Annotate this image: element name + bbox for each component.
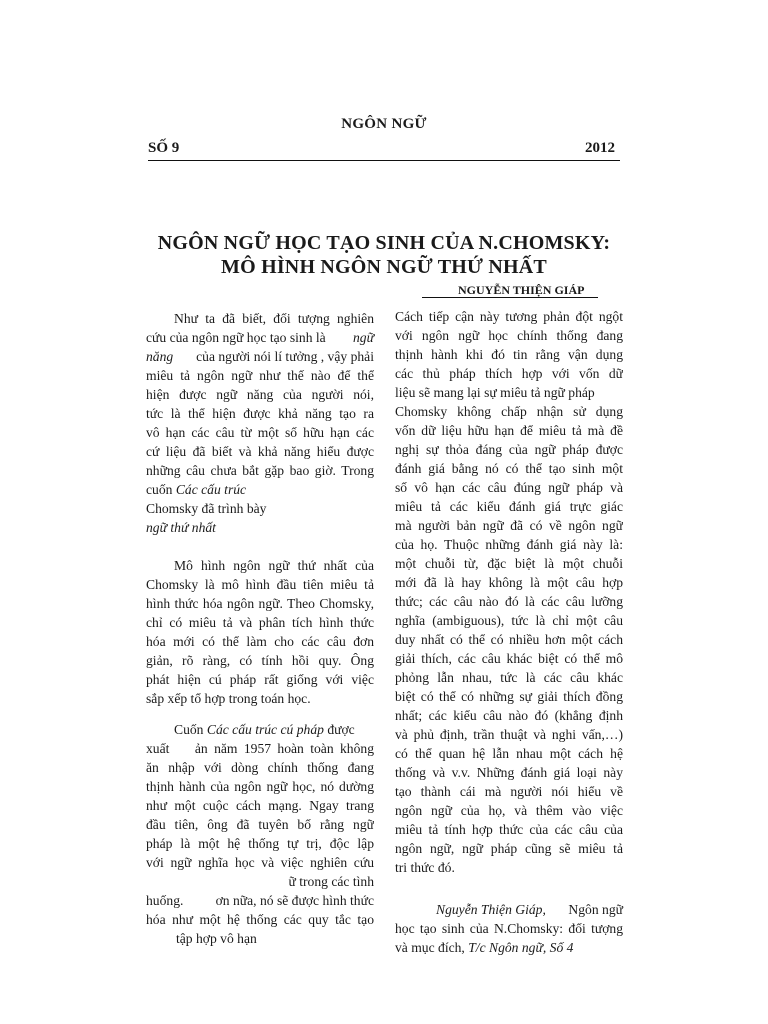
text-line: ngôn ngữ, ngữ pháp cũng sẽ miêu tả xyxy=(395,841,623,856)
journal-name: NGÔN NGỮ xyxy=(341,116,427,132)
text-span: Cuốn xyxy=(174,722,204,737)
text-span-italic: T/c Ngôn ngữ, Số 4 xyxy=(468,940,574,955)
text-line: tập hợp vô hạn xyxy=(176,931,257,946)
text-span-italic: Nguyễn Thiện Giáp, xyxy=(436,902,546,917)
text-line xyxy=(146,480,374,499)
text-line: và phủ định, trần thuật và nghi vấn,…) xyxy=(395,727,623,742)
text-line: xuất ản năm 1957 hoàn toàn không xyxy=(146,741,374,756)
text-line: Cách tiếp cận này tương phản đột ngột xyxy=(395,309,623,324)
citation-line xyxy=(436,900,623,919)
citation-line: học tạo sinh của N.Chomsky: đối tượng xyxy=(395,921,623,936)
text-line: thức; các câu nào đó là các câu lưỡng xyxy=(395,594,623,609)
text-line: mà người bản ngữ đã có về ngôn ngữ xyxy=(395,518,623,533)
text-line: với ngôn ngữ học chính thống đang xyxy=(395,328,623,343)
text-span-italic: ngữ xyxy=(352,330,374,345)
text-line: ăn nhập với dòng chính thống đang xyxy=(146,760,374,775)
text-span: được xyxy=(327,722,355,737)
text-span-italic: Các cấu trúc xyxy=(175,482,247,497)
text-line: Chomsky không chấp nhận sử dụng xyxy=(395,404,623,419)
text-line: pháp là một hệ thống tự trị, độc lập xyxy=(146,836,374,851)
text-line: Chomsky là mô hình đầu tiên miêu tả xyxy=(146,577,374,592)
text-line: duy nhất có thể có nhiều hơn một cách xyxy=(395,632,623,647)
text-line: Chomsky đã trình bày xyxy=(146,501,267,516)
text-span: và mục đích, xyxy=(395,940,465,955)
text-line xyxy=(146,347,374,366)
text-line: thống và v.v. Những đánh giá loại này xyxy=(395,765,623,780)
text-line xyxy=(146,891,374,910)
text-line: thịnh hành của ngôn ngữ học, nó dường xyxy=(146,779,374,794)
text-line: chỉ có miêu tả và phân tích hình thức xyxy=(146,615,374,630)
text-line: ngữ thứ nhất xyxy=(146,520,216,535)
text-line: tức là thể hiện được khả năng tạo ra xyxy=(146,406,374,421)
article-title-line-1: NGÔN NGỮ HỌC TẠO SINH CỦA N.CHOMSKY: xyxy=(157,232,611,254)
text-span: ơn nữa, nó sẽ được hình thức xyxy=(215,893,374,908)
text-line: mới đã là hay không là một câu hợp xyxy=(395,575,623,590)
text-line: vốn dữ liệu hữu hạn để miêu tả mà đề xyxy=(395,423,623,438)
text-line: Mô hình ngôn ngữ thứ nhất của xyxy=(174,558,374,573)
text-line: nghị sự thỏa đáng của ngữ pháp được xyxy=(395,442,623,457)
text-line: giản, rõ ràng, có tính hồi quy. Ông xyxy=(146,653,374,668)
header-rule xyxy=(148,160,620,161)
text-span: huống. xyxy=(146,893,184,908)
text-line: ữ trong các tình xyxy=(288,874,374,889)
text-line: liệu sẽ mang lại sự miêu tả ngữ pháp xyxy=(395,385,595,400)
text-line: miêu tả tính hợp thức của các câu của xyxy=(395,822,623,837)
text-span-italic: năng xyxy=(146,349,174,364)
text-line: hình thức hóa ngôn ngữ. Theo Chomsky, xyxy=(146,596,374,611)
text-span: của người nói lí tưởng , vậy phải xyxy=(196,349,374,364)
article-author: NGUYỄN THIỆN GIÁP xyxy=(458,283,585,297)
text-line: miêu tả các kiểu đánh giá trực giác xyxy=(395,499,623,514)
text-line: Như ta đã biết, đối tượng nghiên xyxy=(174,311,374,326)
text-line: hiện được ngữ năng của người nói, xyxy=(146,387,374,402)
text-line: cứ liệu đã biết và khả năng hiểu được xyxy=(146,444,374,459)
text-line: với ngữ nghĩa học và việc nghiên cứu xyxy=(146,855,374,870)
text-line xyxy=(174,720,374,739)
text-line: tri thức đó. xyxy=(395,860,455,875)
text-span: Ngôn ngữ xyxy=(568,902,623,917)
text-line: những câu chưa bắt gặp bao giờ. Trong xyxy=(146,463,374,478)
text-span-italic: Các cấu trúc cú pháp xyxy=(206,722,324,737)
text-line: đầu tiên, ông đã tuyên bố rằng ngữ xyxy=(146,817,374,832)
issue-number: SỐ 9 xyxy=(148,140,180,156)
text-line: nghĩa (ambiguous), tức là chỉ một câu xyxy=(395,613,623,628)
text-line: đánh giá bằng nó có thể tạo sinh một xyxy=(395,461,623,476)
issue-year: 2012 xyxy=(585,140,615,156)
text-line: các thủ pháp thích hợp với vốn dữ xyxy=(395,366,623,381)
text-line: một chuỗi từ, đặc biệt là một chuỗi xyxy=(395,556,623,571)
text-line: phát hiện cú pháp rất giống với việc xyxy=(146,672,374,687)
text-line: số vô hạn các câu đúng ngữ pháp và xyxy=(395,480,623,495)
text-line: vô hạn các câu từ một số hữu hạn các xyxy=(146,425,374,440)
author-underline xyxy=(422,297,598,298)
text-line: ngôn ngữ của họ, và thêm vào việc xyxy=(395,803,623,818)
text-line: hóa như một hệ thống các quy tắc tạo xyxy=(146,912,374,927)
text-line: của họ. Thuộc những đánh giá này là: xyxy=(395,537,623,552)
text-line xyxy=(146,328,374,347)
text-line: miêu tả ngôn ngữ như thế nào để thể xyxy=(146,368,374,383)
text-line: giải thích, các câu khác biệt có thể mô xyxy=(395,651,623,666)
article-title-line-2: MÔ HÌNH NGÔN NGỮ THỨ NHẤT xyxy=(221,256,547,278)
text-line: thịnh hành khi đó tin rằng vận dụng xyxy=(395,347,623,362)
text-line: biệt có thể có những sự giải thích đồng xyxy=(395,689,623,704)
text-span: cuốn xyxy=(146,482,173,497)
text-line: nhất; các kiểu câu nào đó (khẳng định xyxy=(395,708,623,723)
text-span: cứu của ngôn ngữ học tạo sinh là xyxy=(146,330,326,345)
citation-line xyxy=(395,938,623,957)
text-line: có thể quan hệ lẫn nhau một cách hệ xyxy=(395,746,623,761)
text-line: như một cuộc cách mạng. Ngay trang xyxy=(146,798,374,813)
text-line: tạo thành cái mà người nói hiểu về xyxy=(395,784,623,799)
text-line: sắp xếp tổ hợp trong toán học. xyxy=(146,691,311,706)
text-line: hóa mới có thể làm cho các câu đơn xyxy=(146,634,374,649)
text-line: phỏng lẫn nhau, tức là các câu khác xyxy=(395,670,623,685)
